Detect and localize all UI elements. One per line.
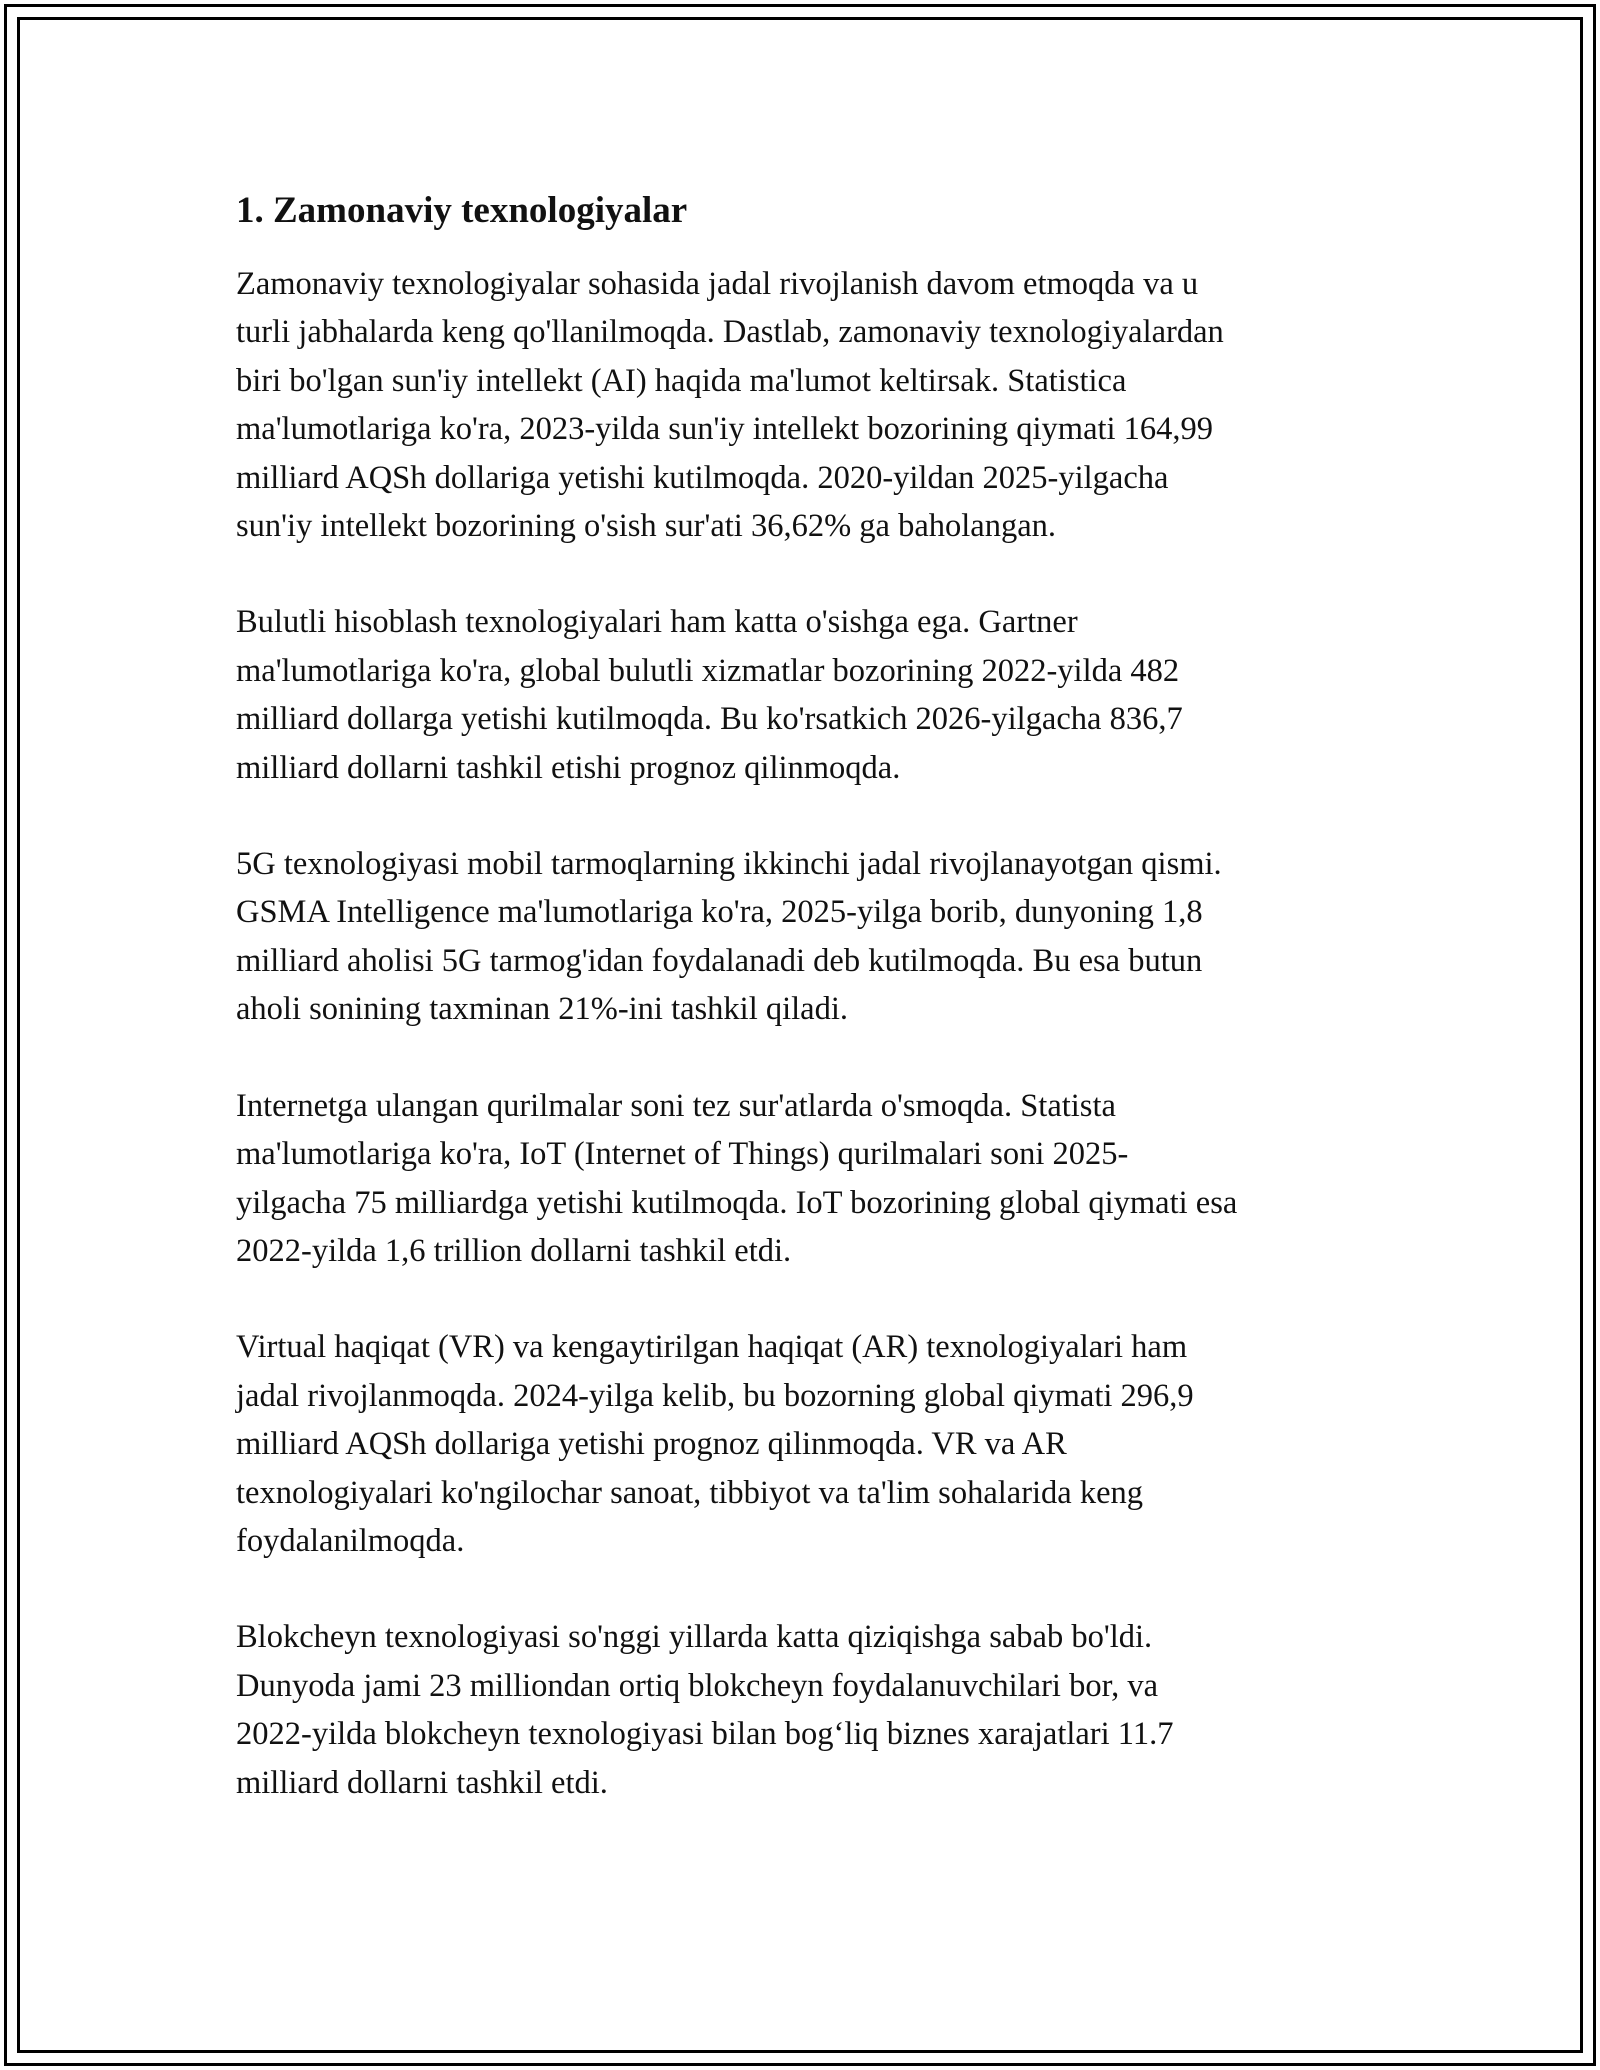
- text-line: milliard aholisi 5G tarmog'idan foydalanadi deb kutilmoqda. Bu esa butun: [236, 942, 1203, 979]
- text-line: jadal rivojlanmoqda. 2024-yilga kelib, bu bozorning global qiymati 296,9: [236, 1377, 1194, 1414]
- text-line: milliard AQSh dollariga yetishi kutilmoqda. 2020-yildan 2025-yilgacha: [236, 459, 1169, 496]
- text-line: milliard dollarga yetishi kutilmoqda. Bu ko'rsatkich 2026-yilgacha 836,7: [236, 701, 1183, 738]
- text-line: turli jabhalarda keng qo'llanilmoqda. Dastlab, zamonaviy texnologiyalardan: [236, 314, 1224, 351]
- text-line: biri bo'lgan sun'iy intellekt (AI) haqida ma'lumot keltirsak. Statistica: [236, 362, 1127, 399]
- paragraph-5g: [236, 840, 1376, 1034]
- text-line: aholi sonining taxminan 21%-ini tashkil qiladi.: [236, 991, 849, 1028]
- text-line: 5G texnologiyasi mobil tarmoqlarning ikkinchi jadal rivojlanayotgan qismi.: [236, 846, 1222, 883]
- text-line: Blokcheyn texnologiyasi so'nggi yillarda katta qiziqishga sabab bo'ldi.: [236, 1619, 1153, 1656]
- text-line: 2022-yilda blokcheyn texnologiyasi bilan bog‘liq biznes xarajatlari 11.7: [236, 1716, 1174, 1753]
- text-line: milliard AQSh dollariga yetishi prognoz qilinmoqda. VR va AR: [236, 1426, 1067, 1463]
- paragraph-vr-ar: [236, 1323, 1376, 1565]
- text-line: Bulutli hisoblash texnologiyalari ham katta o'sishga ega. Gartner: [236, 604, 1078, 641]
- text-line: sun'iy intellekt bozorining o'sish sur'ati 36,62% ga baholangan.: [236, 508, 1057, 545]
- text-line: ma'lumotlariga ko'ra, IoT (Internet of Things) qurilmalari soni 2025-: [236, 1136, 1129, 1173]
- text-line: milliard dollarni tashkil etdi.: [236, 1764, 608, 1801]
- paragraph-ai: [236, 260, 1376, 550]
- paragraph-blockchain: [236, 1613, 1376, 1807]
- text-line: yilgacha 75 milliardga yetishi kutilmoqda. IoT bozorining global qiymati esa: [236, 1184, 1238, 1221]
- text-line: Internetga ulangan qurilmalar soni tez sur'atlarda o'smoqda. Statista: [236, 1087, 1116, 1124]
- text-line: ma'lumotlariga ko'ra, global bulutli xizmatlar bozorining 2022-yilda 482: [236, 652, 1180, 689]
- text-line: ma'lumotlariga ko'ra, 2023-yilda sun'iy intellekt bozorining qiymati 164,99: [236, 411, 1214, 448]
- text-line: Zamonaviy texnologiyalar sohasida jadal rivojlanish davom etmoqda va u: [236, 266, 1199, 302]
- text-line: GSMA Intelligence ma'lumotlariga ko'ra, 2025-yilga borib, dunyoning 1,8: [236, 894, 1203, 931]
- document-body: [236, 186, 1376, 1855]
- paragraph-iot: [236, 1082, 1376, 1276]
- text-line: texnologiyalari ko'ngilochar sanoat, tibbiyot va ta'lim sohalarida keng: [236, 1474, 1144, 1511]
- text-line: Dunyoda jami 23 milliondan ortiq blokcheyn foydalanuvchilari bor, va: [236, 1667, 1159, 1704]
- section-heading: 1. Zamonaviy texnologiyalar: [236, 190, 688, 231]
- paragraph-cloud: [236, 598, 1376, 792]
- text-line: milliard dollarni tashkil etishi prognoz qilinmoqda.: [236, 749, 901, 786]
- text-line: 2022-yilda 1,6 trillion dollarni tashkil etdi.: [236, 1232, 792, 1269]
- text-line: Virtual haqiqat (VR) va kengaytirilgan haqiqat (AR) texnologiyalari ham: [236, 1329, 1188, 1366]
- text-line: foydalanilmoqda.: [236, 1522, 465, 1559]
